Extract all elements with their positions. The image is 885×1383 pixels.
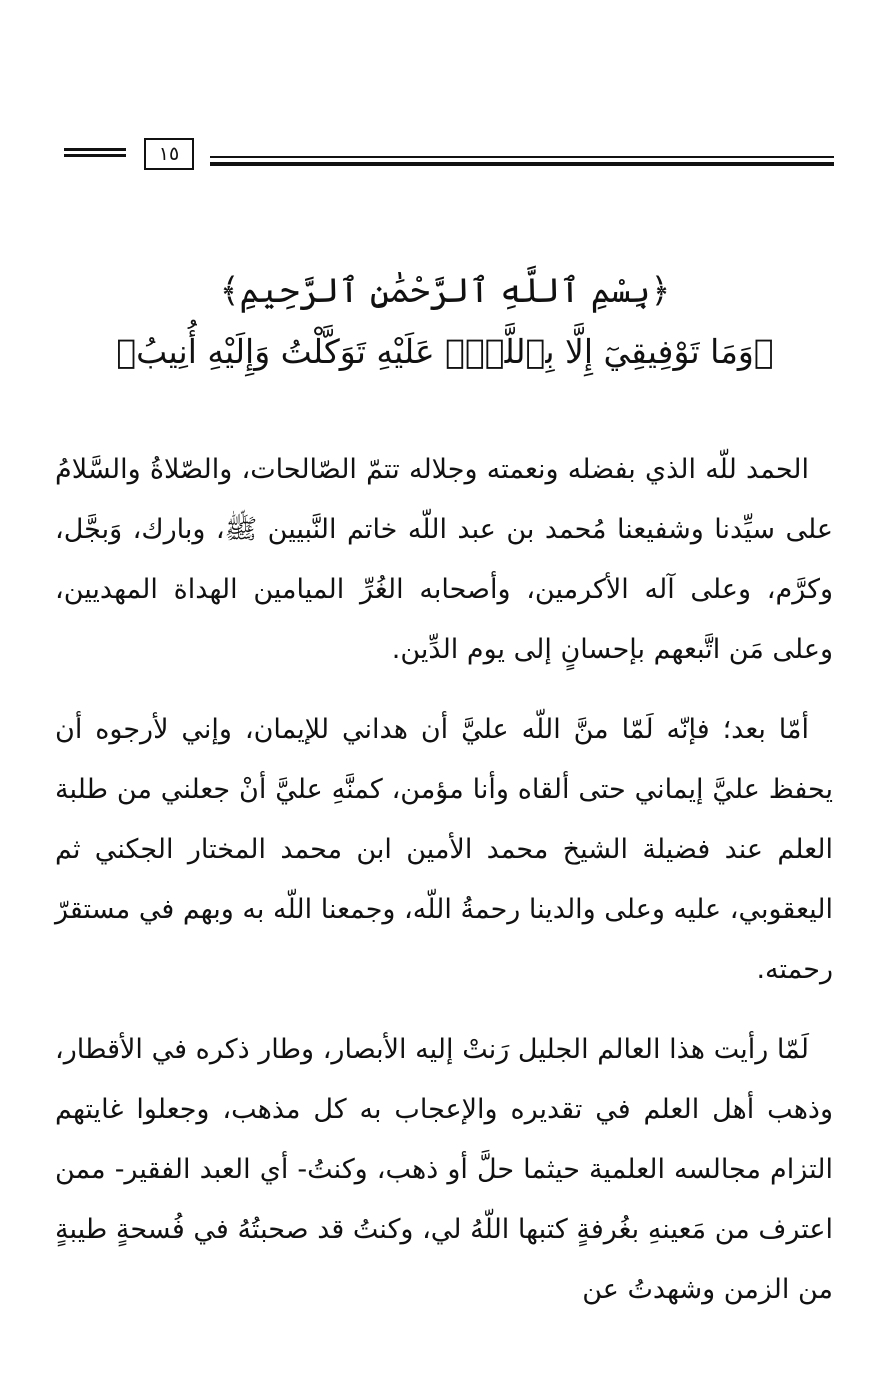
body-paragraph-2 (55, 700, 833, 1000)
header-rule-long-top (210, 156, 834, 158)
page-number-box (144, 138, 194, 170)
body-paragraph-1 (55, 440, 833, 680)
paragraph-1-text: الحمد للّه الذي بفضله ونعمته وجلاله تتمّ الصّالحات، والصّلاةُ والسَّلامُ على سيِّدنا وشفيعنا مُحمد بن عبد اللّه خاتم النَّبيين ﷺ، وبارك، وَبجَّل، وكرَّم، وعلى آله الأكرمين، وأصحابه الغُرِّ الميامين الهداة المهديين، وعلى مَن اتَّبعهم بإحسانٍ إلى يوم الدِّين. (55, 454, 833, 665)
header-rule-long-bottom (210, 162, 834, 166)
paragraph-3-text: لَمّا رأيت هذا العالم الجليل رَنتْ إليه الأبصار، وطار ذكره في الأقطار، وذهب أهل العلم في تقديره والإعجاب به كل مذهب، وجعلوا غايتهم التزام مجالسه العلمية حيثما حلَّ أو ذهب، وكنتُ- أي العبد الفقير- ممن اعترف من مَعينهِ بغُرفةٍ كتبها اللّهُ لي، وكنتُ قد صحبتُهُ في فُسحةٍ طيبةٍ من الزمن وشهدتُ عن (55, 1034, 833, 1305)
quran-verse: ﴿وَمَا تَوْفِيقِيٓ إِلَّا بِٱللَّهِۚ عَلَيْهِ تَوَكَّلْتُ وَإِلَيْهِ أُنِيبُ﴾ (116, 332, 774, 371)
basmala: ﴿بِسْمِ ٱللَّهِ ٱلرَّحْمَٰنِ ٱلرَّحِيمِ﴾ (219, 271, 671, 311)
paragraph-2-text: أمّا بعد؛ فإنّه لَمّا منَّ اللّه عليَّ أن هداني للإيمان، وإني لأرجوه أن يحفظ عليَّ إيماني حتى ألقاه وأنا مؤمن، كمنَّهِ عليَّ أنْ جعلني من طلبة العلم عند فضيلة الشيخ محمد الأمين ابن محمد المختار الجكني ثم اليعقوبي، عليه وعلى والدينا رحمةُ اللّه، وجمعنا اللّه به وبهم في مستقرّ رحمته. (55, 714, 833, 985)
page-number: ١٥ (158, 143, 180, 165)
header-rule-short-bottom (64, 154, 126, 157)
header-rule-short-top (64, 148, 126, 151)
body-paragraph-3 (55, 1020, 833, 1320)
page-header (64, 130, 834, 176)
